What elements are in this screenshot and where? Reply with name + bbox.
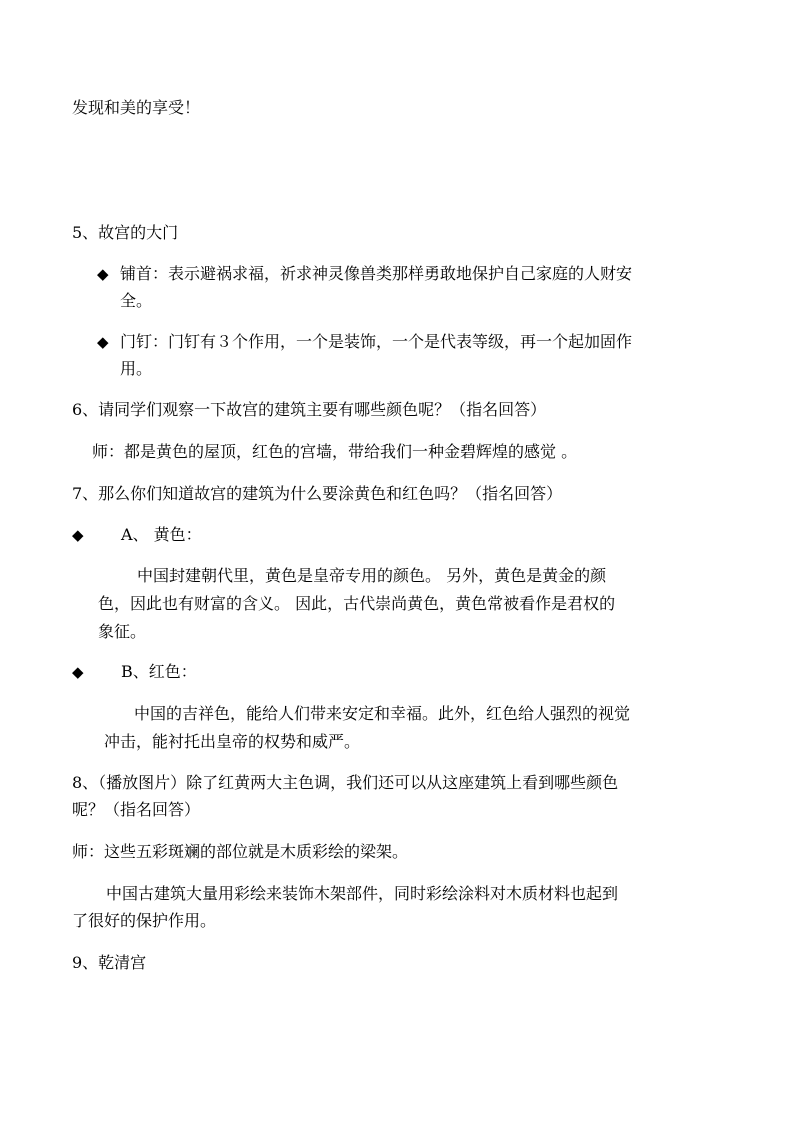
bullet-diamond-icon: ◆: [72, 663, 84, 681]
section-8-para-line-2: 了很好的保护作用。: [72, 911, 217, 930]
pushou-line-1: 铺首：表示避祸求福，祈求神灵像兽类那样勇敢地保护自己家庭的人财安: [120, 264, 633, 283]
bullet-diamond-icon: ◆: [97, 333, 109, 351]
section-6-heading: 6、请同学们观察一下故宫的建筑主要有哪些颜色呢？（指名回答）: [72, 400, 547, 419]
bullet-diamond-icon: ◆: [72, 526, 84, 544]
yellow-line-3: 象征。: [98, 622, 147, 641]
mending-line-2: 用。: [120, 359, 153, 378]
mending-line-1: 门钉：门钉有３个作用，一个是装饰，一个是代表等级，再一个起加固作: [120, 332, 633, 351]
section-8-para-line-1: 中国古建筑大量用彩绘来装饰木架部件，同时彩绘涂料对木质材料也起到: [106, 884, 619, 903]
section-8-teacher: 师：这些五彩斑斓的部位就是木质彩绘的梁架。: [72, 842, 409, 861]
red-line-1: 中国的吉祥色，能给人们带来安定和幸福。此外，红色给人强烈的视觉: [134, 704, 631, 723]
section-7-heading: 7、那么你们知道故宫的建筑为什么要涂黄色和红色吗？（指名回答）: [72, 484, 563, 503]
yellow-label: A、 黄色：: [121, 525, 202, 544]
yellow-line-2: 色，因此也有财富的含义。 因此，古代崇尚黄色，黄色常被看作是君权的: [98, 594, 616, 613]
bullet-diamond-icon: ◆: [97, 265, 109, 283]
pushou-line-2: 全。: [120, 291, 153, 310]
section-6-teacher: 师：都是黄色的屋顶，红色的宫墙，带给我们一种金碧辉煌的感觉 。: [92, 442, 578, 461]
yellow-line-1: 中国封建朝代里，黄色是皇帝专用的颜色。 另外，黄色是黄金的颜: [137, 566, 607, 585]
red-line-2: 冲击，能衬托出皇帝的权势和威严。: [104, 732, 361, 751]
section-5-heading: 5、故宫的大门: [72, 223, 179, 242]
section-9-heading: 9、乾清宫: [72, 953, 147, 972]
intro-line: 发现和美的享受！: [72, 98, 201, 117]
section-8-line-2: 呢？（指名回答）: [72, 800, 201, 819]
red-label: B、红色：: [121, 662, 197, 681]
section-8-line-1: 8、（播放图片）除了红黄两大主色调，我们还可以从这座建筑上看到哪些颜色: [72, 773, 619, 792]
